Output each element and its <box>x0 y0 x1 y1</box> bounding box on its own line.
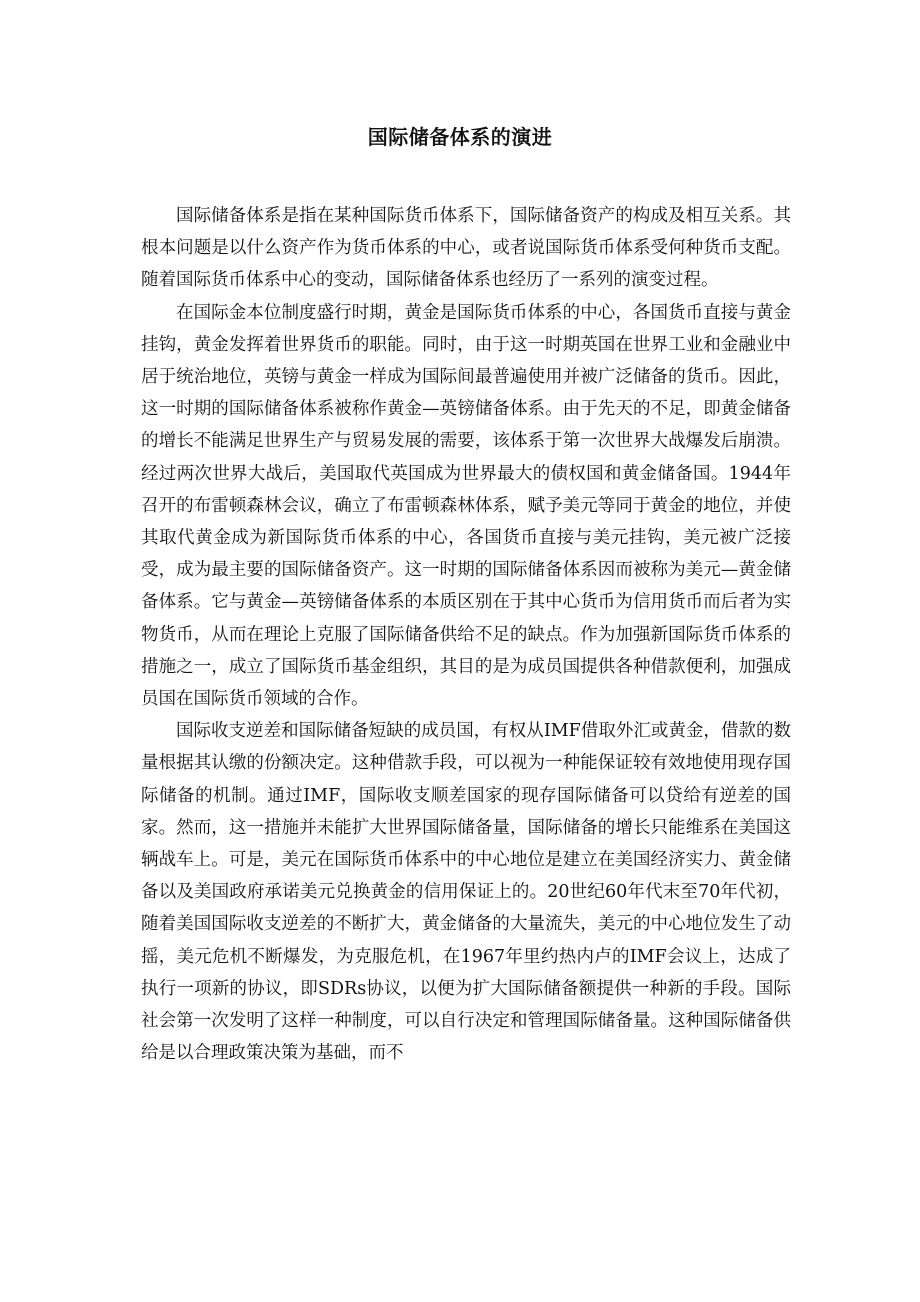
paragraph-2: 在国际金本位制度盛行时期，黄金是国际货币体系的中心，各国货币直接与黄金挂钩，黄金发挥着世界货币的职能。同时，由于这一时期英国在世界工业和金融业中居于统治地位，英镑与黄金一样成为国际间最普遍使用并被广泛储备的货币。因此，这一时期的国际储备体系被称作黄金—英镑储备体系。由于先天的不足，即黄金储备的增长不能满足世界生产与贸易发展的需要，该体系于第一次世界大战爆发后崩溃。经过两次世界大战后，美国取代英国成为世界最大的债权国和黄金储备国。1944年召开的布雷顿森林会议，确立了布雷顿森林体系，赋予美元等同于黄金的地位，并使其取代黄金成为新国际货币体系的中心，各国货币直接与美元挂钩，美元被广泛接受，成为最主要的国际储备资产。这一时期的国际储备体系因而被称为美元—黄金储备体系。它与黄金—英镑储备体系的本质区别在于其中心货币为信用货币而后者为实物货币，从而在理论上克服了国际储备供给不足的缺点。作为加强新国际货币体系的措施之一，成立了国际货币基金组织，其目的是为成员国提供各种借款便利，加强成员国在国际货币领域的合作。 <box>141 302 791 710</box>
paragraph-1: 国际储备体系是指在某种国际货币体系下，国际储备资产的构成及相互关系。其根本问题是以什么资产作为货币体系的中心，或者说国际货币体系受何种货币支配。随着国际货币体系中心的变动，国际储备体系也经历了一系列的演变过程。 <box>141 206 791 291</box>
document-title: 国际储备体系的演进 <box>367 125 553 149</box>
document-body <box>141 200 791 1069</box>
paragraph-3: 国际收支逆差和国际储备短缺的成员国，有权从IMF借取外汇或黄金，借款的数量根据其认缴的份额决定。这种借款手段，可以视为一种能保证较有效地使用现存国际储备的机制。通过IMF，国际收支顺差国家的现存国际储备可以贷给有逆差的国家。然而，这一措施并未能扩大世界国际储备量，国际储备的增长只能维系在美国这辆战车上。可是，美元在国际货币体系中的中心地位是建立在美国经济实力、黄金储备以及美国政府承诺美元兑换黄金的信用保证上的。20世纪60年代末至70年代初，随着美国国际收支逆差的不断扩大，黄金储备的大量流失，美元的中心地位发生了动摇，美元危机不断爆发，为克服危机，在1967年里约热内卢的IMF会议上，达成了执行一项新的协议，即SDRs协议，以便为扩大国际储备额提供一种新的手段。国际社会第一次发明了这样一种制度，可以自行决定和管理国际储备量。这种国际储备供给是以合理政策决策为基础，而不 <box>141 721 791 1064</box>
